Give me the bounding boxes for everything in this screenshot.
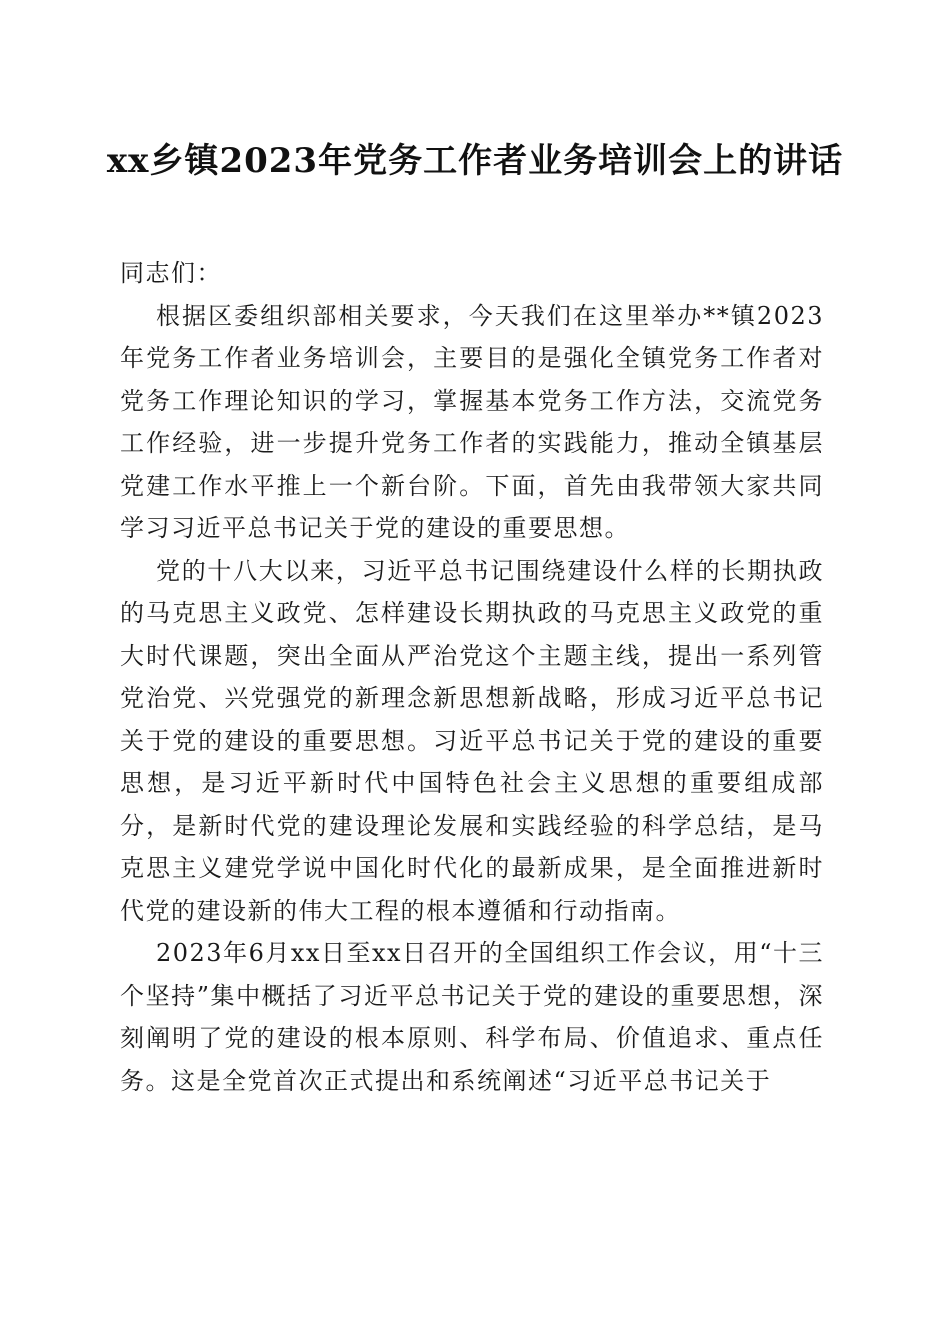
paragraph-intro: 根据区委组织部相关要求，今天我们在这里举办**镇2023年党务工作者业务培训会，主要目的是强化全镇党务工作者对党务工作理论知识的学习，掌握基本党务工作方法，交流党务工作经验，进一步提升党务工作者的实践能力，推动全镇基层党建工作水平推上一个新台阶。下面，首先由我带领大家共同学习习近平总书记关于党的建设的重要思想。 [120, 301, 824, 542]
salutation: 同志们： [120, 259, 222, 287]
document-title: xx乡镇2023年党务工作者业务培训会上的讲话 [106, 141, 844, 181]
document-body [120, 252, 824, 1102]
paragraph-party-building-thought: 党的十八大以来，习近平总书记围绕建设什么样的长期执政的马克思主义政党、怎样建设长期执政的马克思主义政党的重大时代课题，突出全面从严治党这个主题主线，提出一系列管党治党、兴党强党的新理念新思想新战略，形成习近平总书记关于党的建设的重要思想。习近平总书记关于党的建设的重要思想，是习近平新时代中国特色社会主义思想的重要组成部分，是新时代党的建设理论发展和实践经验的科学总结，是马克思主义建党学说中国化时代化的最新成果，是全面推进新时代党的建设新的伟大工程的根本遵循和行动指南。 [120, 556, 824, 925]
paragraph-national-conference: 2023年6月xx日至xx日召开的全国组织工作会议，用“十三个坚持”集中概括了习近平总书记关于党的建设的重要思想，深刻阐明了党的建设的根本原则、科学布局、价值追求、重点任务。这是全党首次正式提出和系统阐述“习近平总书记关于 [120, 939, 824, 1095]
